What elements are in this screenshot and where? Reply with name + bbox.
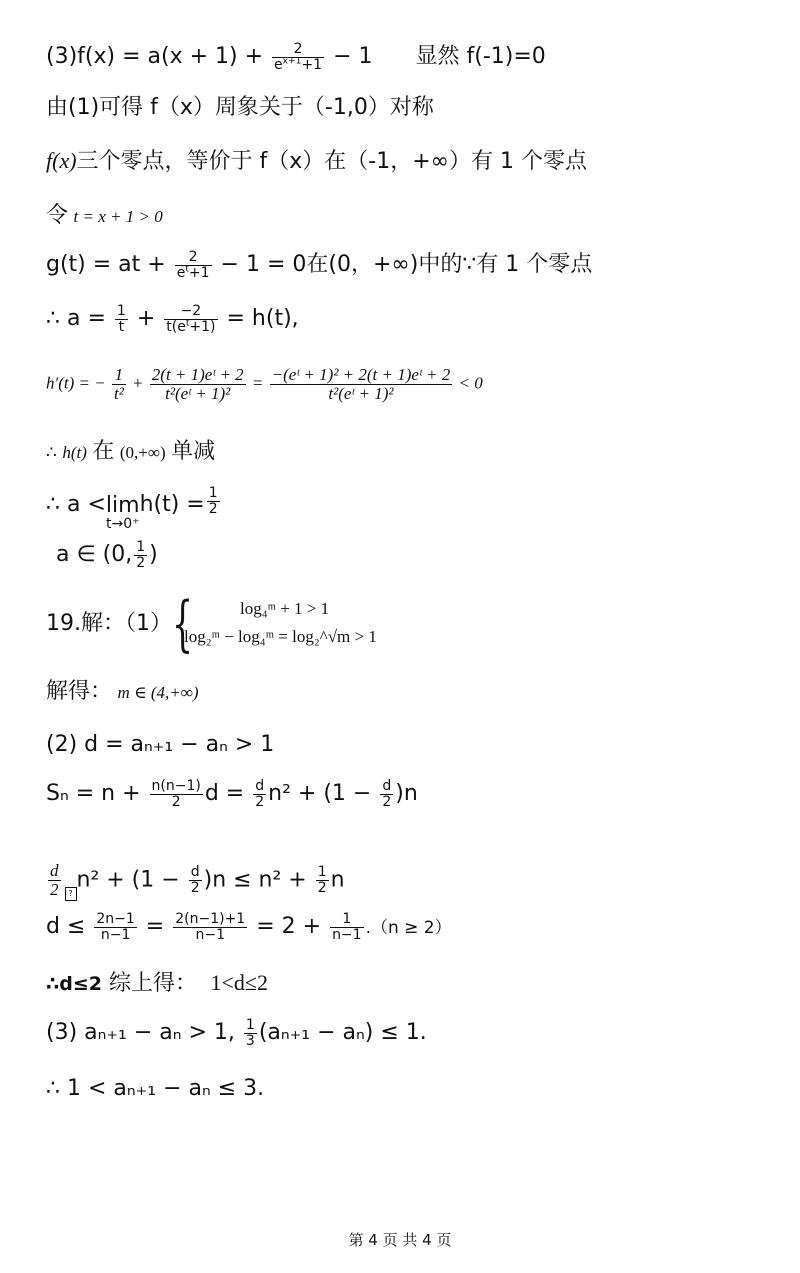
derivative-frac-2: $\frac{\text{2(t + 1)eᵗ + 2}}{\text{t²(eᵗ + 1)²}}$ — [151, 365, 244, 403]
substitution-expr: t = x + 1 > 0 — [73, 207, 163, 226]
limit-fraction: $\frac{1}{2}$ — [208, 485, 218, 517]
symmetry-line: 由(1)可得 f（x）周象关于（-1,0）对称 — [46, 95, 434, 120]
ineq-frac-3: $\frac{1}{2}$ — [317, 864, 327, 896]
part3-f-lhs: f(x) = a(x + 1) + — [77, 44, 271, 70]
inequality-line: $\frac{d}{2}$ ?n² + (1 − $\frac{d}{2}$ )n ≤ n² + $\frac{1}{2}$ n — [46, 862, 345, 901]
g-line — [46, 250, 592, 280]
part3-line — [46, 42, 546, 72]
g-lhs: g(t) = at + — [46, 252, 173, 278]
d-bound-line: d ≤ $\frac{2n-1}{n-1}$ = $\frac{2(n-1)+1}{n-1}$ = 2 + $\frac{1}{n-1}$ .（n ≥ 2） — [46, 911, 452, 943]
part2-line: (2) d = aₙ₊₁ − aₙ > 1 — [46, 732, 275, 757]
a-range-fraction: $\frac{1}{2}$ — [136, 539, 146, 571]
page-footer: 第 4 页 共 4 页 — [348, 1231, 452, 1249]
limit-operator: lim t→0⁺ — [105, 493, 140, 533]
d-frac-2: $\frac{2(n-1)+1}{n-1}$ — [175, 911, 246, 943]
q19-label: 19.解：（1） — [46, 611, 172, 636]
ineq-frac-1: $\frac{d}{2}$ — [50, 861, 59, 899]
conclusion-line: ∴d≤2 综上得： 1<d≤2 — [46, 970, 268, 996]
a-frac-2: $\frac{-2}{t(e^t+1)}$ — [166, 303, 216, 335]
derivative-line: h′(t) = − $\frac{1}{\text{t²}}$ + $\frac{\text{2(t + 1)eᵗ + 2}}{\text{t²(eᵗ + 1)²}}$ = $\frac{\text{−(eᵗ + 1)² + 2(t + 1)eᵗ + 2}}{\text{t²(eᵗ + 1)²}}$ < 0 — [46, 365, 483, 403]
q19-line — [46, 589, 412, 659]
zeros-fx: f(x) — [46, 148, 77, 173]
zeros-text: 三个零点，等价于 f（x）在（-1，+∞）有 1 个零点 — [76, 149, 587, 174]
derivative-frac-3: $\frac{\text{−(eᵗ + 1)² + 2(t + 1)eᵗ + 2}}{\text{t²(eᵗ + 1)²}}$ — [271, 365, 451, 403]
final-line: ∴ 1 < aₙ₊₁ − aₙ ≤ 3. — [46, 1076, 265, 1101]
q19-system — [172, 589, 412, 659]
sn-line: Sₙ = n + $\frac{n(n-1)}{2}$ d = $\frac{d}{2}$ n² + (1 − $\frac{d}{2}$ )n — [46, 778, 418, 810]
part3-label: (3) — [46, 44, 78, 70]
a-h-line: ∴ a = $\frac{1}{t}$ + $\frac{-2}{t(e^t+1)}$ = h(t), — [46, 303, 299, 335]
q19-system-row-2: log₂ᵐ − log₄ᵐ = log₂^√m > 1 — [184, 627, 377, 646]
limit-line: ∴ a <lim t→0⁺ h(t) = $\frac{1}{2}$ — [46, 485, 218, 533]
a-range-line: a ∈ (0, $\frac{1}{2}$ ) — [56, 539, 158, 571]
sn-frac-3: $\frac{d}{2}$ — [382, 778, 392, 810]
part3-fraction — [272, 42, 324, 72]
part3-remark: 显然 f(-1)=0 — [415, 44, 546, 70]
part3-frac-num: 2 — [272, 42, 324, 58]
a-frac-1: $\frac{1}{t}$ — [116, 303, 126, 335]
sn-frac-2: $\frac{d}{2}$ — [255, 778, 265, 810]
d-frac-1: $\frac{2n-1}{n-1}$ — [96, 911, 135, 943]
missing-glyph-icon: ? — [65, 887, 77, 901]
substitution-line — [46, 204, 163, 227]
g-fraction: $\frac{2}{e^t+1}$ — [176, 249, 210, 281]
part3b-line: (3) aₙ₊₁ − aₙ > 1, $\frac{1}{3}$ (aₙ₊₁ − aₙ) ≤ 1. — [46, 1017, 427, 1049]
part3-tail: − 1 — [326, 44, 373, 70]
derivative-frac-1: $\frac{1}{\text{t²}}$ — [113, 365, 124, 403]
part3-frac-den: $e^{x+1}+1$ — [274, 56, 323, 73]
decreasing-line: ∴ h(t) 在 (0,+∞) 单减 — [46, 439, 216, 464]
ineq-frac-2: $\frac{d}{2}$ — [190, 864, 200, 896]
g-rest: − 1 = 0在(0，+∞)中的∵有 1 个零点 — [213, 252, 593, 278]
sn-frac-1: $\frac{n(n-1)}{2}$ — [151, 778, 201, 810]
zeros-line — [46, 150, 587, 173]
d-frac-3: $\frac{1}{n-1}$ — [332, 911, 362, 943]
q19-system-row-1: log₄ᵐ + 1 > 1 — [240, 599, 330, 618]
part3b-fraction: $\frac{1}{3}$ — [245, 1017, 255, 1049]
solution-line: 解得： m ∈ (4,+∞) — [46, 679, 199, 704]
brace-icon: { — [172, 589, 194, 659]
substitution-ling: 令 — [46, 203, 69, 228]
